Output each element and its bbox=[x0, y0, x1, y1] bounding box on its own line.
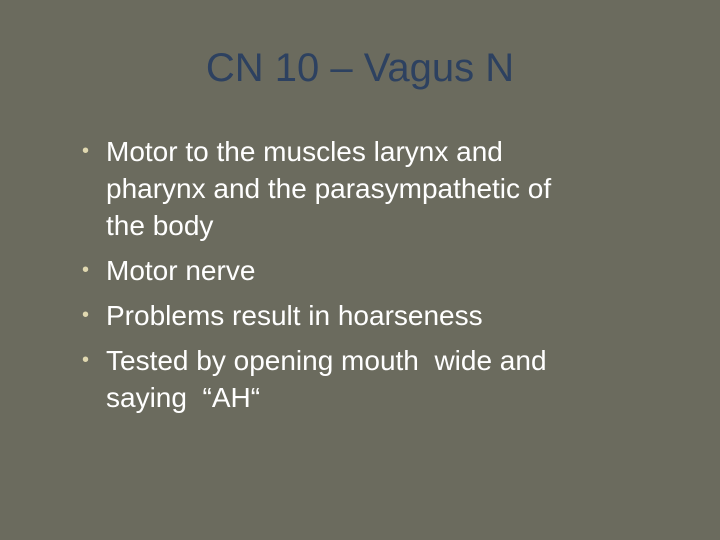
bullet-text: Problems result in hoarseness bbox=[106, 300, 483, 331]
bullet-marker: • bbox=[82, 349, 90, 371]
bullet-text: Tested by opening mouth wide and saying “AH“ bbox=[106, 345, 547, 413]
bullet-item bbox=[78, 342, 678, 416]
bullet-text: Motor to the muscles larynx and pharynx and the parasympathetic of the body bbox=[106, 136, 552, 241]
bullet-list bbox=[78, 133, 678, 424]
bullet-marker: • bbox=[82, 304, 90, 326]
slide-title: CN 10 – Vagus N bbox=[205, 46, 515, 90]
bullet-item bbox=[78, 133, 678, 244]
bullet-item bbox=[78, 252, 678, 289]
bullet-item bbox=[78, 297, 678, 334]
bullet-marker: • bbox=[82, 259, 90, 281]
bullet-marker: • bbox=[82, 140, 90, 162]
bullet-text: Motor nerve bbox=[106, 255, 256, 286]
